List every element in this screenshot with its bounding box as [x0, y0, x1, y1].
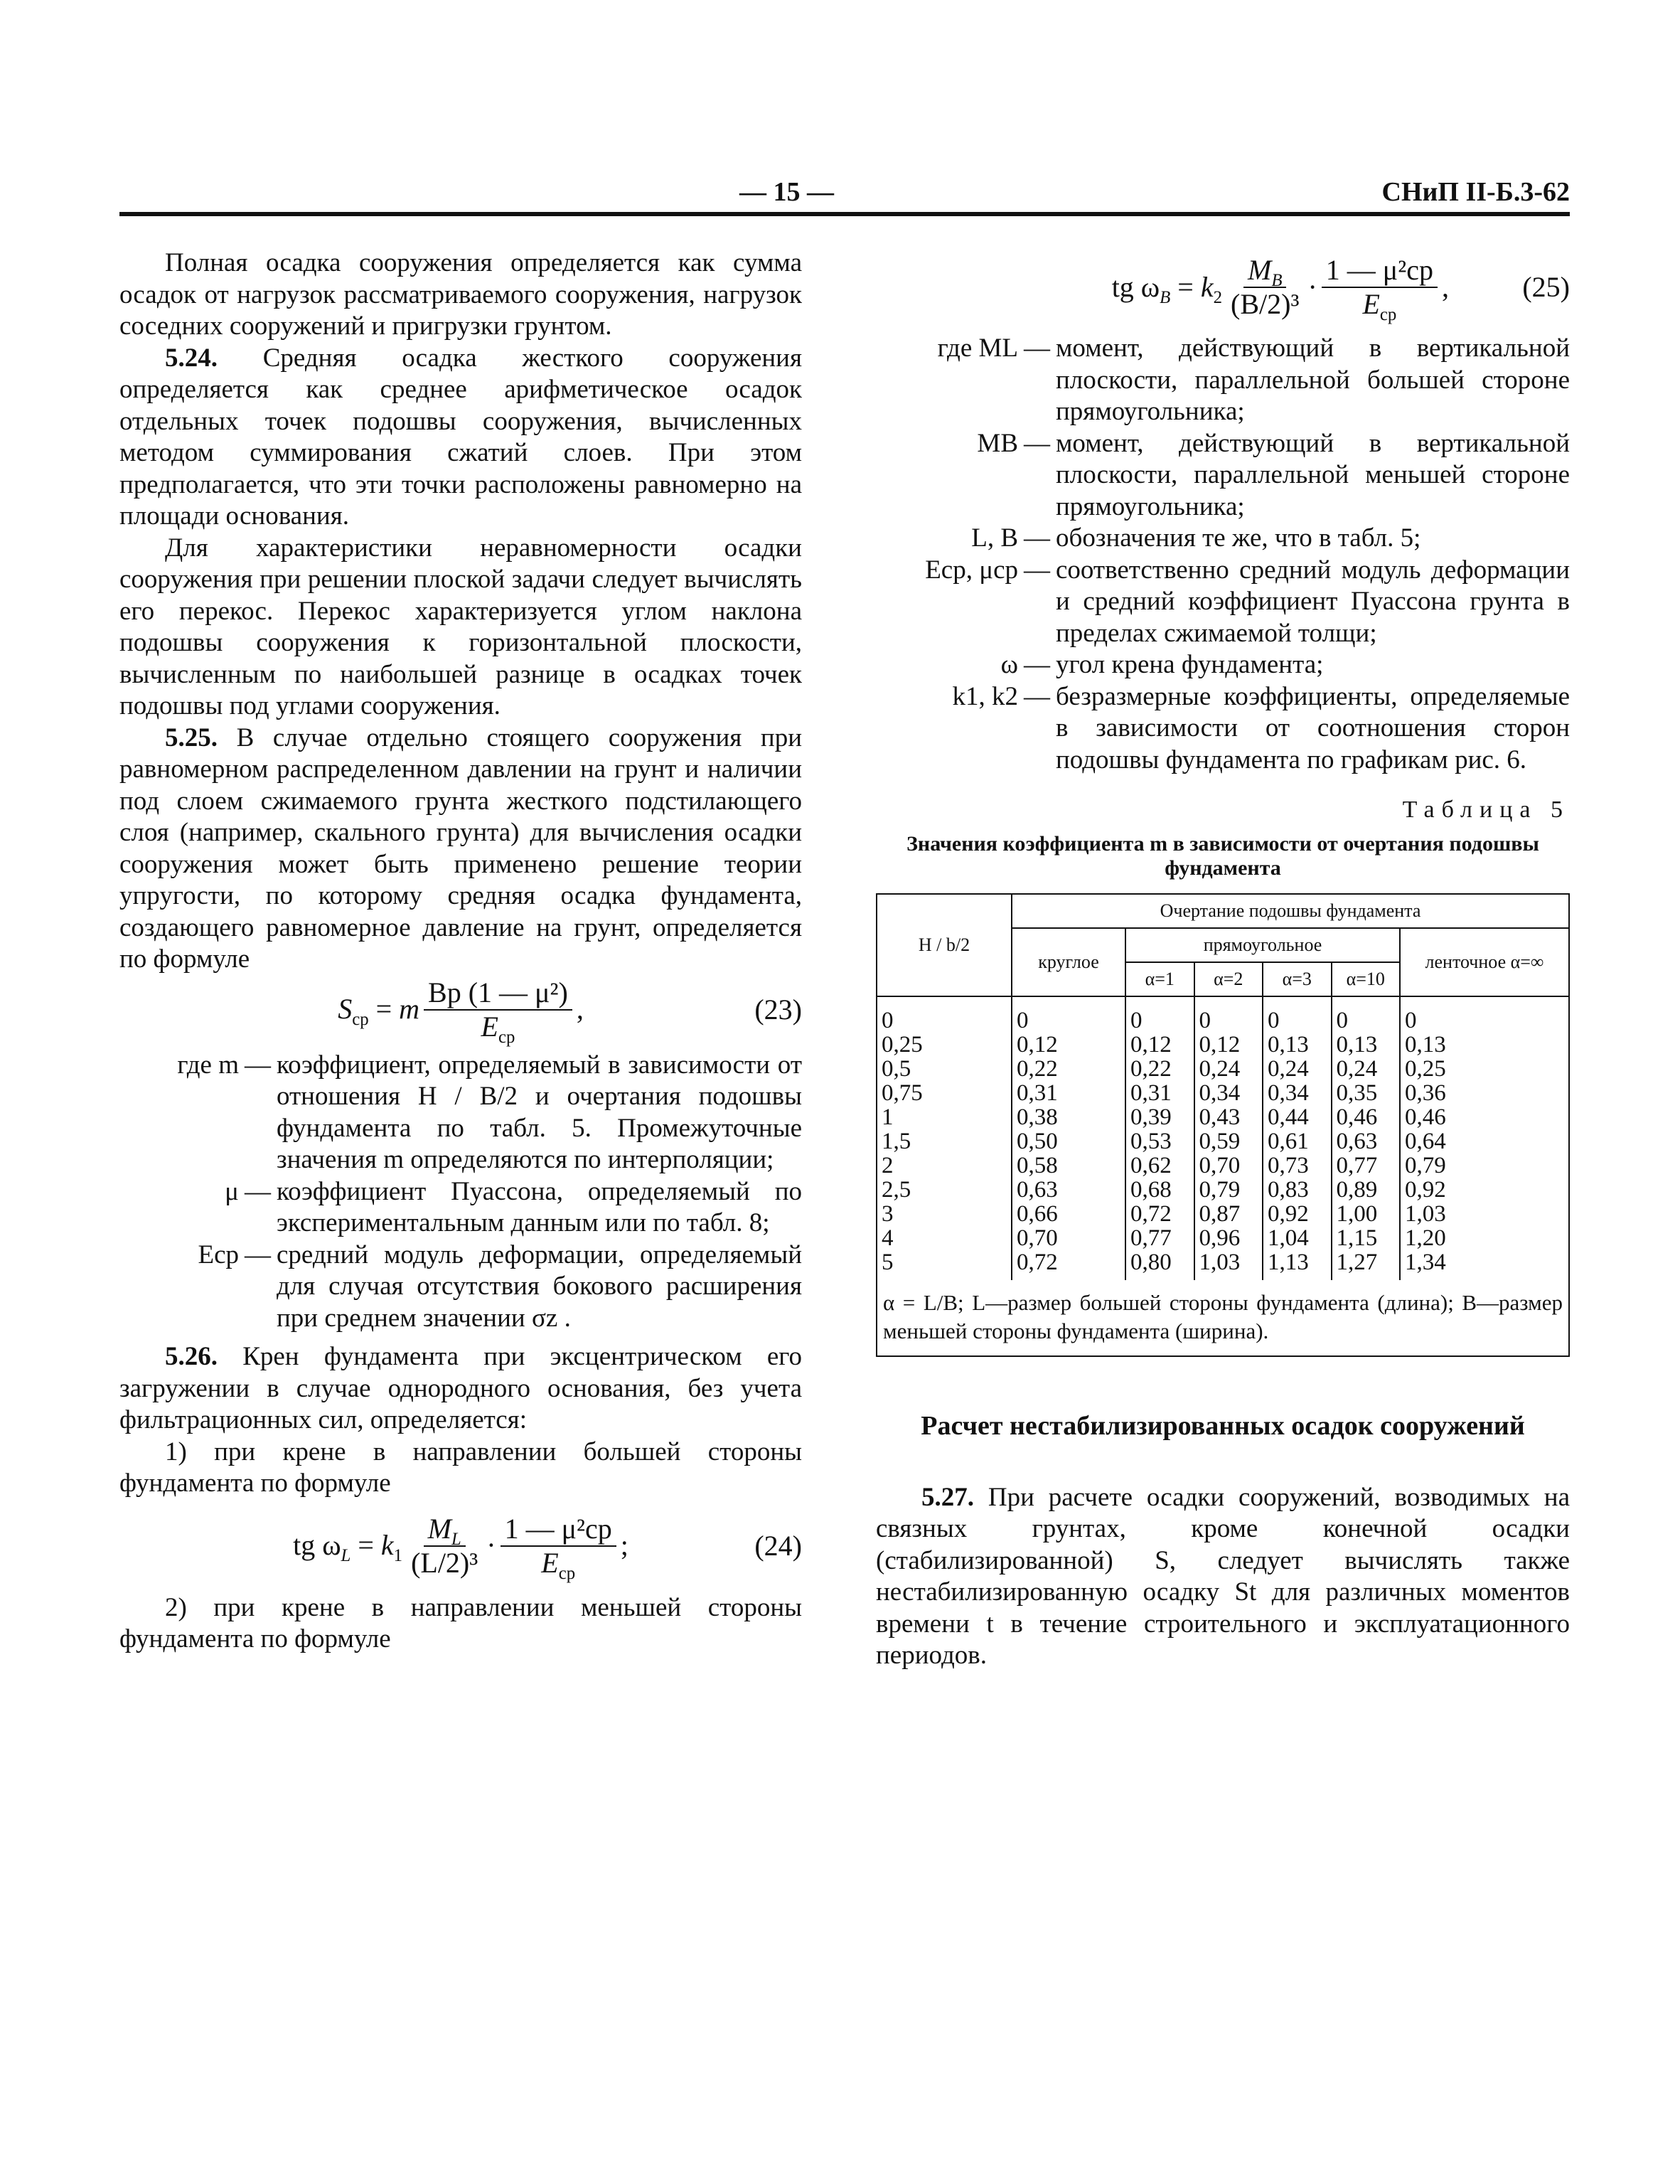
table-cell: 0,46	[1405, 1104, 1446, 1130]
table-cell: 1,03	[1199, 1249, 1241, 1275]
table-cell: 0,80	[1130, 1249, 1172, 1275]
table-cell: 0	[1336, 1007, 1348, 1033]
table-cell: 0,77	[1336, 1152, 1378, 1178]
definition-term: MB	[977, 428, 1018, 458]
definition-text: соответственно средний модуль деформации и средний коэффициент Пуассона грунта в пределах сжимаемой толщи;	[1056, 555, 1570, 648]
table-note: α = L/B; L—размер большей стороны фундамента (длина); B—размер меньшей стороны фундамента (ширина).	[876, 1280, 1570, 1357]
table-column-alpha-3	[1263, 996, 1332, 1280]
formula-subscript: L	[341, 1546, 351, 1566]
definition-text: угол крена фундамента;	[1056, 650, 1324, 679]
table-cell: 0,12	[1130, 1031, 1172, 1058]
table-cell: 0,35	[1336, 1080, 1378, 1106]
table-cell: 0,12	[1199, 1031, 1241, 1058]
table-cell: 0,72	[1017, 1249, 1058, 1275]
definition-text: момент, действующий в вертикальной плоскости, параллельной большей стороне прямоугольника;	[1056, 334, 1570, 426]
definition-item	[876, 649, 1570, 681]
fraction	[1226, 255, 1303, 319]
table-cell: 2,5	[882, 1176, 911, 1203]
table-cell: 0,87	[1199, 1200, 1241, 1227]
table-cell: 1,20	[1405, 1225, 1446, 1251]
section-number: 5.26.	[165, 1342, 218, 1371]
definition-dash: —	[1024, 428, 1050, 458]
table-cell: 1,5	[882, 1128, 911, 1154]
formula-punctuation: ,	[576, 993, 584, 1026]
definition-term: где m	[177, 1050, 239, 1080]
fraction	[407, 1514, 482, 1578]
fraction	[501, 1512, 616, 1583]
table-cell: 0,34	[1268, 1080, 1309, 1106]
formula-dot: ·	[486, 1529, 496, 1562]
paragraph-5-25	[119, 723, 802, 976]
definition-term: k1, k2	[952, 681, 1018, 711]
paragraph-text: При расчете осадки сооружений, возводимых на связных грунтах, кроме конечной осадки (стабилизированной) S, следует вычислять также нестабилизированную осадку St для различных моментов времени t в течение строительного и эксплуатационного периодов.	[876, 1482, 1570, 1670]
table-cell: 0,24	[1199, 1055, 1241, 1082]
fraction-numerator	[424, 1514, 466, 1547]
table-cell: 0,38	[1017, 1104, 1058, 1130]
column-header-rectangular: прямоугольное	[1125, 928, 1400, 962]
definition-text: средний модуль деформации, определяемый для случая отсутствия бокового расширения при среднем значении σz .	[277, 1240, 802, 1333]
table-cell: 1,15	[1336, 1225, 1378, 1251]
table-cell: 0,24	[1268, 1055, 1309, 1082]
table-cell: 0,61	[1268, 1128, 1309, 1154]
table-cell: 0,25	[1405, 1055, 1446, 1082]
fraction-denominator: (L/2)³	[411, 1546, 478, 1579]
table-cell: 5	[882, 1249, 894, 1275]
table-cell: 0,36	[1405, 1080, 1446, 1106]
paragraph-nonuniform-settlement: Для характеристики неравномерности осадки сооружения при решении плоской задачи следует вычислять его перекос. Перекос характеризуется углом наклона подошвы сооружения к горизонтальной плоскости, вычисленным по наибольшей разнице в осадках точек подошвы под углами сооружения.	[119, 533, 802, 720]
section-number: 5.24.	[165, 343, 218, 373]
table-cell: 1,34	[1405, 1249, 1446, 1275]
formula-symbol: E	[481, 1010, 498, 1043]
definition-item	[876, 428, 1570, 523]
table-cell: 4	[882, 1225, 894, 1251]
formula-punctuation: ;	[620, 1529, 628, 1562]
formula-symbol: S	[338, 993, 353, 1026]
table-column-h-ratio	[877, 996, 1012, 1280]
table-cell: 0,92	[1268, 1200, 1309, 1227]
section-heading: Расчет нестабилизированных осадок сооружений	[921, 1410, 1525, 1441]
table-cell: 0	[1130, 1007, 1143, 1033]
definition-item	[119, 1176, 802, 1240]
table-column-round	[1012, 996, 1125, 1280]
definition-text: коэффициент Пуассона, определяемый по экспериментальным данным или по табл. 8;	[277, 1176, 802, 1237]
table-cell: 1,00	[1336, 1200, 1378, 1227]
table-cell: 0,58	[1017, 1152, 1058, 1178]
definition-item	[876, 555, 1570, 650]
table-cell: 0,53	[1130, 1128, 1172, 1154]
paragraph-5-27	[876, 1482, 1570, 1672]
paragraph-text: В случае отдельно стоящего сооружения при равномерном распределенном давлении на грунт и наличии под слоем сжимаемого грунта жесткого подстилающего слоя (например, скального грунта) для вычисления осадки сооружения может быть применено решение теории упругости, по которому средняя осадка фундамента, создающего равномерное давление на грунт, определяется по формуле	[119, 723, 802, 974]
header-rule	[119, 212, 1570, 216]
formula-coefficient: m	[399, 993, 420, 1026]
formula-equals: =	[368, 993, 400, 1026]
column-group-header: Очертание подошвы фундамента	[1012, 894, 1569, 928]
column-header-strip: ленточное α=∞	[1400, 928, 1569, 996]
table-cell: 0	[1199, 1007, 1211, 1033]
paragraph-full-settlement: Полная осадка сооружения определяется как сумма осадок от нагрузок рассматриваемого сооружения, нагрузок соседних сооружений и пригрузки грунтом.	[119, 248, 802, 341]
column-header-round: круглое	[1012, 928, 1125, 996]
formula-subscript: B	[1160, 287, 1171, 307]
column-header-alpha-1: α=1	[1125, 962, 1194, 996]
table-title: Значения коэффициента m в зависимости от очертания подошвы фундамента	[906, 831, 1539, 880]
definition-dash: —	[1024, 681, 1050, 711]
fraction-denominator: (B/2)³	[1231, 288, 1300, 320]
column-header-h-ratio: H / b/2	[877, 894, 1012, 996]
table-cell: 0,77	[1130, 1225, 1172, 1251]
column-header-alpha-10: α=10	[1332, 962, 1401, 996]
table-cell: 1	[882, 1104, 894, 1130]
page-number: — 15 —	[739, 177, 834, 207]
table-cell: 0,70	[1017, 1225, 1058, 1251]
fraction	[424, 976, 572, 1047]
right-column	[876, 247, 1570, 1672]
definition-term: Eср, μср	[925, 555, 1018, 585]
formula-coefficient: k	[380, 1529, 394, 1562]
definition-dash: —	[245, 1176, 271, 1206]
paragraph-case-1: 1) при крене в направлении большей стороны фундамента по формуле	[119, 1437, 802, 1498]
paragraph-text: Средняя осадка жесткого сооружения определяется как среднее арифметическое осадок отдельных точек подошвы сооружения, вычисленных методом суммирования сжатий слоев. При этом предполагается, что эти точки расположены равномерно на площади основания.	[119, 343, 802, 531]
table-cell: 0,83	[1268, 1176, 1309, 1203]
formula-24	[119, 1500, 802, 1592]
table-cell: 0,12	[1017, 1031, 1058, 1058]
table-cell: 1,27	[1336, 1249, 1378, 1275]
definition-dash: —	[1024, 650, 1050, 679]
table-cell: 0,92	[1405, 1176, 1446, 1203]
table-cell: 0,44	[1268, 1104, 1309, 1130]
table-cell: 0	[882, 1007, 894, 1033]
document-code: СНиП II-Б.3-62	[1381, 177, 1570, 207]
column-header-alpha-3: α=3	[1263, 962, 1332, 996]
formula-symbol: E	[1362, 288, 1380, 320]
definition-text: обозначения те же, что в табл. 5;	[1056, 523, 1421, 553]
formula-subscript: ср	[1379, 305, 1397, 324]
definition-item	[119, 1050, 802, 1176]
table-cell: 0,63	[1017, 1176, 1058, 1203]
table-header-row	[877, 894, 1569, 928]
definition-term: μ	[225, 1176, 239, 1206]
table-cell: 0,13	[1405, 1031, 1446, 1058]
section-number: 5.27.	[921, 1482, 974, 1512]
left-column	[119, 247, 802, 1656]
table-cell: 0,31	[1017, 1080, 1058, 1106]
paragraph-case-2: 2) при крене в направлении меньшей стороны фундамента по формуле	[119, 1592, 802, 1653]
fraction-denominator	[537, 1546, 579, 1583]
definition-dash: —	[245, 1050, 271, 1080]
table-cell: 0,66	[1017, 1200, 1058, 1227]
formula-25	[876, 247, 1570, 327]
formula-dot: ·	[1307, 270, 1317, 303]
table-column-alpha-2	[1194, 996, 1263, 1280]
fraction-denominator	[1358, 288, 1401, 324]
formula-subscript: 2	[1213, 287, 1223, 307]
table-cell: 0,5	[882, 1055, 911, 1082]
formula-function: tg ω	[1111, 270, 1160, 303]
table-cell: 1,13	[1268, 1249, 1309, 1275]
definition-term: ω	[1000, 650, 1018, 679]
formula-coefficient: k	[1200, 270, 1214, 303]
table-cell: 0,46	[1336, 1104, 1378, 1130]
table-cell: 0,13	[1268, 1031, 1309, 1058]
formula-function: tg ω	[293, 1529, 341, 1562]
table-cell: 0,79	[1405, 1152, 1446, 1178]
formula-equals: =	[1170, 270, 1201, 303]
table-cell: 0,24	[1336, 1055, 1378, 1082]
definition-dash: —	[1024, 555, 1050, 585]
section-number: 5.25.	[165, 723, 218, 752]
formula-subscript: ср	[558, 1563, 576, 1583]
definition-text: коэффициент, определяемый в зависимости от отношения H / B/2 и очертания подошвы фундамента по табл. 5. Промежуточные значения m определяются по интерполяции;	[277, 1050, 802, 1174]
table-cell: 1,03	[1405, 1200, 1446, 1227]
table-cell: 0,64	[1405, 1128, 1446, 1154]
paragraph-5-26	[119, 1341, 802, 1437]
definition-item	[876, 681, 1570, 777]
formula-symbol: M	[427, 1512, 451, 1545]
table-cell: 0,43	[1199, 1104, 1241, 1130]
paragraph-5-24	[119, 343, 802, 533]
definition-dash: —	[1024, 523, 1050, 553]
formula-subscript: L	[451, 1529, 461, 1549]
table-cell: 1,04	[1268, 1225, 1309, 1251]
table-cell: 0,72	[1130, 1200, 1172, 1227]
table-cell: 3	[882, 1200, 894, 1227]
formula-symbol: M	[1248, 254, 1272, 286]
table-cell: 0,68	[1130, 1176, 1172, 1203]
fraction-numerator: Bp (1 — μ²)	[424, 978, 572, 1011]
table-cell: 0,63	[1336, 1128, 1378, 1154]
formula-equals: =	[351, 1529, 381, 1562]
definition-term: Eср	[198, 1240, 239, 1269]
table-cell: 0,62	[1130, 1152, 1172, 1178]
coefficient-table	[876, 893, 1570, 1280]
formula-number: (24)	[754, 1529, 802, 1562]
table-cell: 0,96	[1199, 1225, 1241, 1251]
definition-dash: —	[245, 1240, 271, 1269]
fraction-numerator: 1 — μ²ср	[1322, 255, 1438, 288]
table-cell: 0,89	[1336, 1176, 1378, 1203]
formula-punctuation: ,	[1442, 270, 1449, 303]
fraction	[1322, 254, 1438, 324]
definitions-25	[876, 333, 1570, 776]
table-cell: 0,59	[1199, 1128, 1241, 1154]
definition-item	[119, 1240, 802, 1335]
table-cell: 0,22	[1130, 1055, 1172, 1082]
table-cell: 2	[882, 1152, 894, 1178]
table-cell: 0	[1268, 1007, 1280, 1033]
table-cell: 0	[1017, 1007, 1029, 1033]
table-cell: 0,31	[1130, 1080, 1172, 1106]
table-body-row	[877, 996, 1569, 1280]
column-header-alpha-2: α=2	[1194, 962, 1263, 996]
table-cell: 0,75	[882, 1080, 923, 1106]
table-column-alpha-1	[1125, 996, 1194, 1280]
definition-dash: —	[1024, 334, 1050, 363]
definition-item	[876, 333, 1570, 428]
table-cell: 0,34	[1199, 1080, 1241, 1106]
table-cell: 0,50	[1017, 1128, 1058, 1154]
table-cell: 0	[1405, 1007, 1417, 1033]
formula-number: (25)	[1522, 270, 1570, 303]
fraction-numerator: 1 — μ²ср	[501, 1514, 616, 1547]
formula-23	[119, 976, 802, 1047]
formula-subscript: ср	[352, 1010, 369, 1030]
definition-text: момент, действующий в вертикальной плоскости, параллельной меньшей стороне прямоугольника;	[1056, 428, 1570, 521]
definition-term: L, B	[971, 523, 1018, 553]
table-cell: 0,13	[1336, 1031, 1378, 1058]
table-column-alpha-10	[1332, 996, 1401, 1280]
table-cell: 0,39	[1130, 1104, 1172, 1130]
definitions-23	[119, 1050, 802, 1335]
table-cell: 0,70	[1199, 1152, 1241, 1178]
definition-term: где ML	[937, 334, 1018, 363]
formula-symbol: E	[541, 1546, 559, 1579]
formula-number: (23)	[754, 993, 802, 1026]
table-cell: 0,73	[1268, 1152, 1309, 1178]
formula-subscript: 1	[393, 1546, 403, 1566]
formula-subscript: ср	[498, 1027, 515, 1047]
table-column-strip	[1400, 996, 1569, 1280]
definition-item	[876, 523, 1570, 555]
paragraph-text: Крен фундамента при эксцентрическом его загружении в случае однородного основания, без учета фильтрационных сил, определяется:	[119, 1342, 802, 1434]
fraction-denominator	[477, 1010, 520, 1047]
fraction-numerator	[1243, 255, 1286, 288]
table-caption: Таблица 5	[1402, 797, 1570, 823]
table-cell: 0,25	[882, 1031, 923, 1058]
definition-text: безразмерные коэффициенты, определяемые в зависимости от соотношения сторон подошвы фундамента по графикам рис. 6.	[1056, 681, 1570, 774]
table-cell: 0,22	[1017, 1055, 1058, 1082]
formula-subscript: B	[1271, 271, 1283, 290]
table-cell: 0,79	[1199, 1176, 1241, 1203]
